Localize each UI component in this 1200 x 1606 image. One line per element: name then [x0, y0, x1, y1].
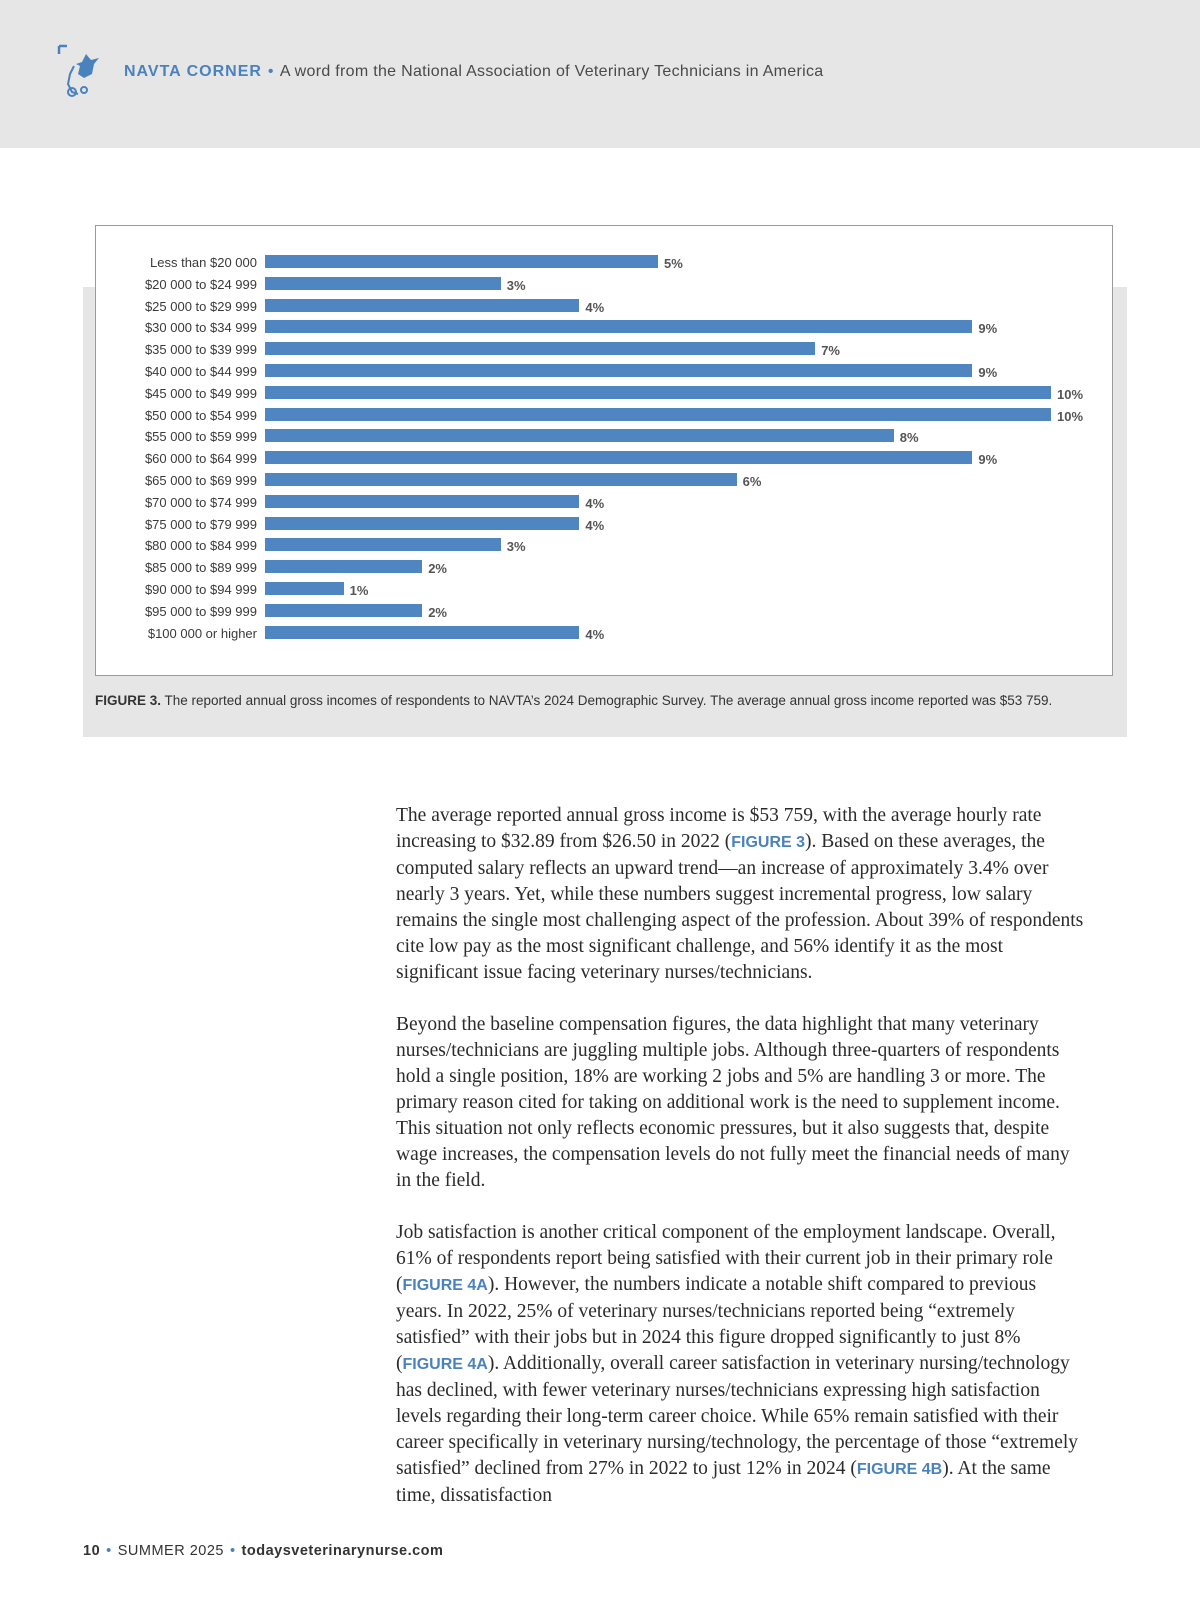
- bar: [265, 582, 344, 595]
- figure-4a-link[interactable]: FIGURE 4A: [402, 1277, 488, 1294]
- chart-row: [96, 493, 1096, 513]
- chart-row: [96, 340, 1096, 360]
- navta-logo-icon: [56, 44, 106, 100]
- figure-4a-link-2[interactable]: FIGURE 4A: [402, 1356, 488, 1373]
- chart-row: [96, 406, 1096, 426]
- site-url[interactable]: todaysveterinarynurse.com: [241, 1543, 444, 1559]
- caption-text: The reported annual gross incomes of respondents to NAVTA’s 2024 Demographic Survey. The average annual gross income reported was $53 759.: [161, 693, 1053, 708]
- paragraph-1: [396, 803, 1086, 986]
- paragraph-3-text-b: ). However, the numbers indicate a notable shift compared to previous years. In 2022, 25% of veterinary nurses/technicians reported being “extremely satisfied” with their jobs but in 2024 this figure dropped significantly to just 8% (: [396, 1274, 1037, 1374]
- bar: [265, 451, 972, 464]
- category-label: $90 000 to $94 999: [144, 582, 257, 597]
- category-label: $60 000 to $64 999: [144, 451, 257, 467]
- bar-value-label: 3%: [506, 277, 526, 293]
- chart-row: [96, 362, 1096, 382]
- bar: [265, 299, 579, 312]
- bar: [265, 538, 501, 551]
- bar-value-label: 4%: [585, 495, 605, 511]
- chart-row: [96, 471, 1096, 491]
- chart-row: [96, 515, 1096, 535]
- issue-label: SUMMER 2025: [117, 1543, 224, 1559]
- header-bullet: •: [267, 63, 274, 80]
- chart-row: [96, 624, 1096, 644]
- category-label: $70 000 to $74 999: [144, 494, 257, 510]
- bar-value-label: 10%: [1057, 386, 1084, 402]
- header-band: [0, 0, 1200, 148]
- category-label: $100 000 or higher: [147, 625, 257, 641]
- bar-value-label: 5%: [664, 256, 683, 271]
- page-footer: [83, 1543, 443, 1559]
- chart-row: [96, 602, 1096, 622]
- bar: [265, 255, 658, 268]
- bar: [265, 386, 1051, 399]
- bar-value-label: 2%: [428, 561, 447, 577]
- header-subtitle: A word from the National Association of Veterinary Technicians in America: [279, 63, 824, 80]
- category-label: $85 000 to $89 999: [144, 560, 257, 576]
- chart-row: [96, 318, 1096, 338]
- category-label: $35 000 to $39 999: [144, 342, 257, 358]
- page-number: 10: [83, 1543, 101, 1559]
- figure-caption: [95, 692, 1095, 710]
- article-body: [396, 803, 1086, 1535]
- bar-value-label: 1%: [349, 583, 369, 598]
- bar-value-label: 6%: [742, 474, 762, 489]
- category-label: $50 000 to $54 999: [144, 407, 257, 423]
- bar-value-label: 10%: [1057, 408, 1084, 424]
- category-label: $40 000 to $44 999: [144, 364, 257, 379]
- running-header: [124, 63, 823, 81]
- category-label: $30 000 to $34 999: [144, 320, 257, 336]
- caption-label: FIGURE 3.: [95, 693, 162, 708]
- bar: [265, 429, 894, 442]
- chart-row: [96, 580, 1096, 600]
- footer-bullet-1: •: [106, 1543, 112, 1559]
- chart-row: [96, 449, 1096, 469]
- paragraph-1-text-a: The average reported annual gross income is $53 759, with the average hourly rate increasing to $32.89 from $26.50 in 2022 (: [396, 805, 1042, 852]
- figure-4b-link[interactable]: FIGURE 4B: [856, 1461, 943, 1478]
- paragraph-1-text-b: ). Based on these averages, the computed salary reflects an upward trend—an increase of approximately 3.4% over nearly 3 years. Yet, while these numbers suggest incremental progress, low salary remains the single most challenging aspect of the profession. About 39% of respondents cite low pay as the most significant challenge, and 56% identify it as the most significant issue facing veterinary nurses/technicians.: [396, 831, 1084, 983]
- bar: [265, 626, 579, 639]
- footer-bullet-2: •: [229, 1543, 236, 1559]
- category-label: $20 000 to $24 999: [144, 276, 257, 292]
- category-label: Less than $20 000: [150, 255, 257, 270]
- category-label: $45 000 to $49 999: [144, 385, 257, 401]
- paragraph-3-text-a: Job satisfaction is another critical component of the employment landscape. Overall, 61% of respondents report being satisfied with their current job in their primary role (: [396, 1222, 1056, 1295]
- paragraph-3: [396, 1220, 1086, 1509]
- chart-row: [96, 297, 1096, 317]
- chart-row: [96, 253, 1096, 273]
- bar-value-label: 7%: [821, 343, 840, 359]
- bar-value-label: 9%: [978, 321, 998, 337]
- bar: [265, 320, 972, 333]
- category-label: $65 000 to $69 999: [144, 473, 257, 488]
- income-bar-chart: [95, 225, 1113, 676]
- chart-row: [96, 427, 1096, 447]
- bar: [265, 604, 422, 617]
- bar-value-label: 9%: [978, 365, 998, 380]
- chart-row: [96, 558, 1096, 578]
- bar-value-label: 4%: [585, 626, 605, 642]
- bar: [265, 473, 737, 486]
- category-label: $80 000 to $84 999: [144, 538, 257, 554]
- paragraph-2: Beyond the baseline compensation figures, the data highlight that many veterinary nurses/technicians are juggling multiple jobs. Although three-quarters of respondents hold a single position, 18% are working 2 jobs and 5% are handling 3 or more. The primary reason cited for taking on additional work is the need to supplement income. This situation not only reflects economic pressures, but it also suggests that, despite wage increases, the compensation levels do not fully meet the financial needs of many in the field.: [396, 1014, 1070, 1191]
- bar: [265, 517, 579, 530]
- bar: [265, 277, 501, 290]
- paragraph-3-text-d: ). At the same time, dissatisfaction: [396, 1458, 1051, 1506]
- category-label: $75 000 to $79 999: [144, 516, 257, 532]
- bar: [265, 495, 579, 508]
- chart-row: [96, 536, 1096, 556]
- bar-value-label: 8%: [899, 430, 919, 446]
- paragraph-3-text-c: ). Additionally, overall career satisfaction in veterinary nursing/technology has declined, with fewer veterinary nurses/technicians expressing high satisfaction levels regarding their long-term career choice. While 65% remain satisfied with their career specifically in veterinary nursing/technology, the percentage of those “extremely satisfied” declined from 27% in 2022 to just 12% in 2024 (: [396, 1353, 1079, 1479]
- bar-value-label: 2%: [428, 604, 447, 620]
- bar: [265, 560, 422, 573]
- bar-value-label: 3%: [506, 539, 526, 555]
- category-label: $95 000 to $99 999: [144, 603, 257, 619]
- section-name: NAVTA CORNER: [124, 63, 262, 80]
- category-label: $25 000 to $29 999: [144, 298, 257, 314]
- bar-value-label: 9%: [978, 452, 998, 468]
- figure-3-link[interactable]: FIGURE 3: [731, 834, 806, 851]
- bar: [265, 364, 972, 377]
- bar: [265, 408, 1051, 421]
- bar-value-label: 4%: [585, 299, 605, 315]
- chart-row: [96, 384, 1096, 404]
- bar-value-label: 4%: [585, 517, 605, 533]
- bar: [265, 342, 815, 355]
- category-label: $55 000 to $59 999: [144, 429, 257, 445]
- chart-row: [96, 275, 1096, 295]
